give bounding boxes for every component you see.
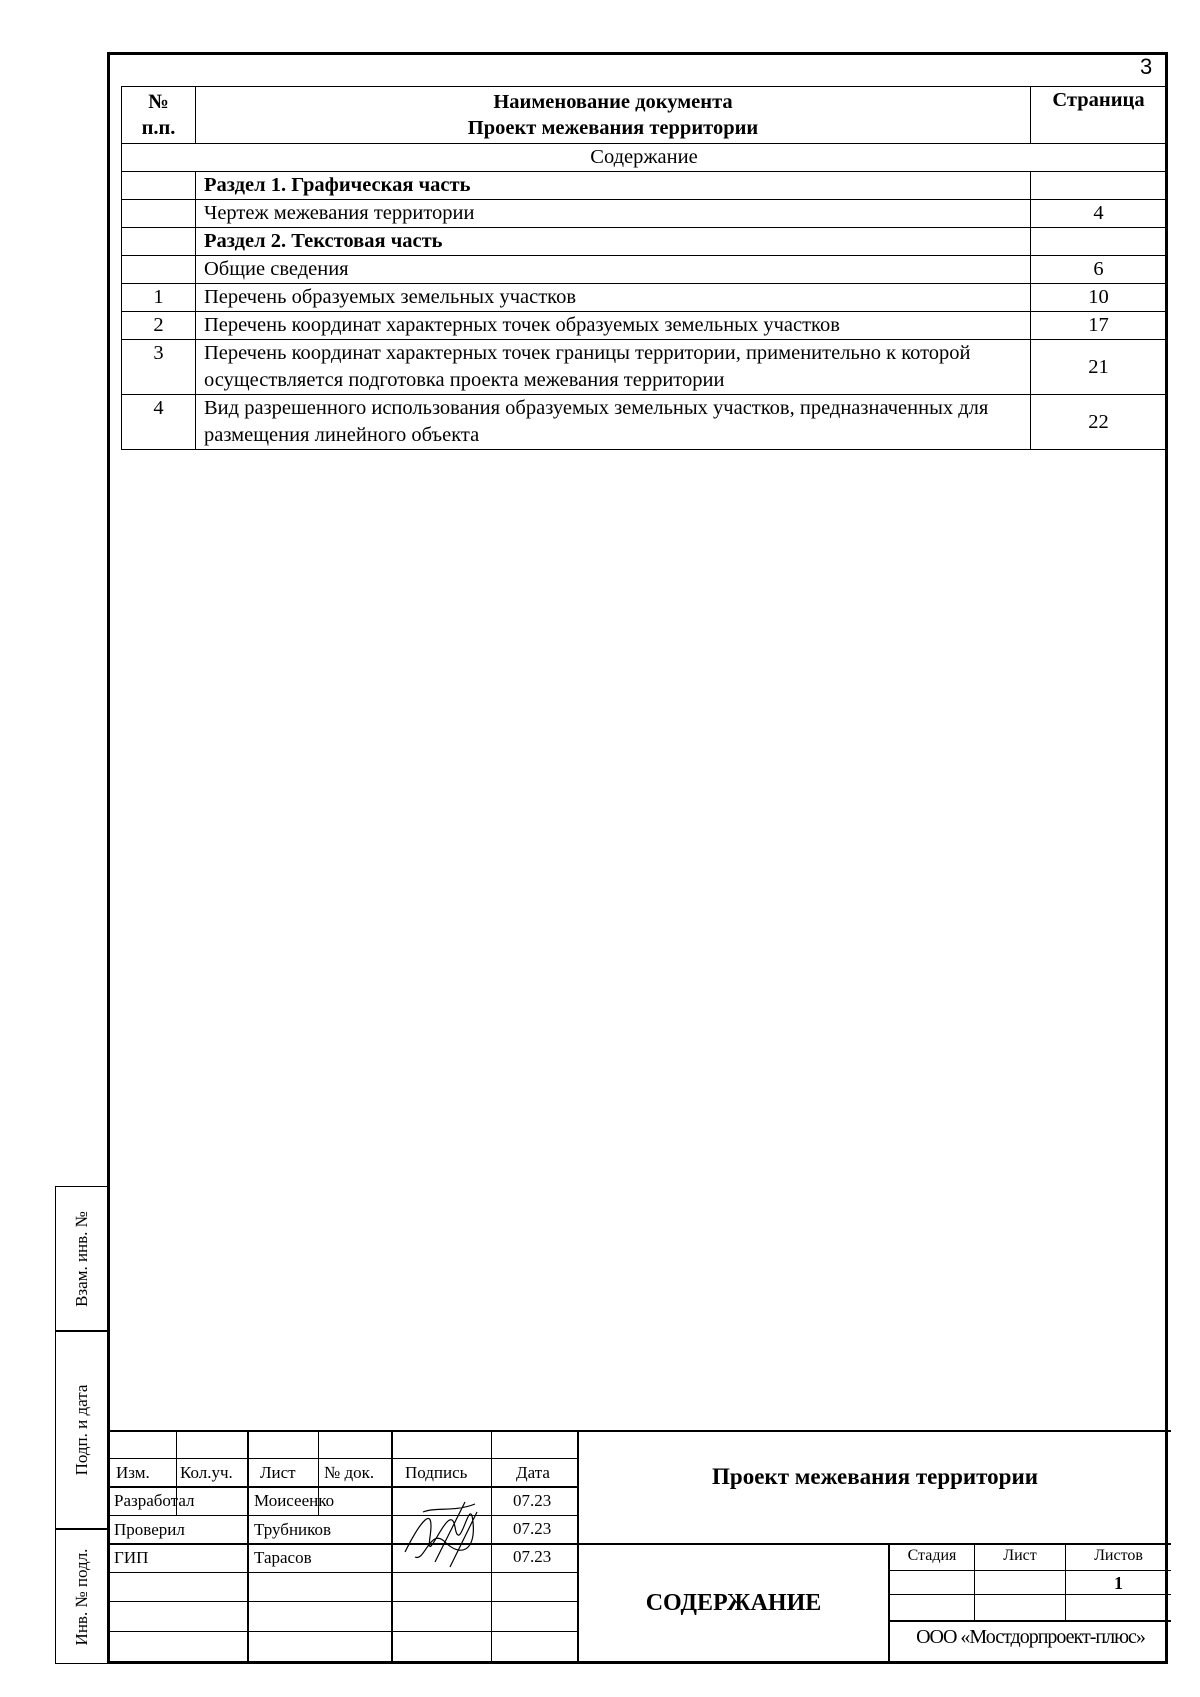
role-developer: Разработал bbox=[114, 1491, 195, 1510]
table-row bbox=[122, 172, 1167, 200]
row-title: Раздел 1. Графическая часть bbox=[196, 172, 1031, 200]
row-title: Общие сведения bbox=[196, 256, 1031, 284]
stamp-inv-label: Инв. № подл. bbox=[71, 1548, 91, 1645]
row-page: 6 bbox=[1031, 256, 1167, 284]
row-page: 22 bbox=[1031, 395, 1167, 450]
col-podpis: Подпись bbox=[405, 1463, 468, 1482]
signature-scribble bbox=[395, 1482, 495, 1572]
table-row bbox=[122, 395, 1167, 450]
role-chief: ГИП bbox=[114, 1548, 149, 1567]
row-number: 1 bbox=[122, 284, 196, 312]
sheets-value: 1 bbox=[1114, 1573, 1123, 1593]
row-title: Вид разрешенного использования образуемых земельных участков, предназначенных для размещения линейного объекта bbox=[196, 395, 1031, 450]
col-doc: № док. bbox=[324, 1463, 375, 1482]
document-title: СОДЕРЖАНИЕ bbox=[645, 1590, 822, 1616]
row-page: 21 bbox=[1031, 340, 1167, 395]
name-developer: Моисеенко bbox=[254, 1491, 335, 1510]
row-number bbox=[122, 256, 196, 284]
table-row bbox=[122, 284, 1167, 312]
project-title: Проект межевания территории bbox=[712, 1464, 1038, 1489]
row-page bbox=[1031, 228, 1167, 256]
col-kol: Кол.уч. bbox=[180, 1463, 233, 1482]
role-checker: Проверил bbox=[114, 1520, 185, 1539]
title-block bbox=[110, 1430, 1171, 1664]
stamp-vzam bbox=[55, 1186, 107, 1331]
row-number bbox=[122, 228, 196, 256]
content-label: Содержание bbox=[122, 144, 1167, 172]
date-checker: 07.23 bbox=[513, 1519, 552, 1538]
content-label-row bbox=[122, 144, 1167, 172]
name-checker: Трубников bbox=[254, 1520, 332, 1539]
row-number bbox=[122, 200, 196, 228]
col-list: Лист bbox=[260, 1463, 296, 1482]
col-data: Дата bbox=[516, 1463, 550, 1482]
header-page: Страница bbox=[1031, 87, 1167, 144]
table-row bbox=[122, 200, 1167, 228]
row-number: 2 bbox=[122, 312, 196, 340]
row-title: Перечень координат характерных точек образуемых земельных участков bbox=[196, 312, 1031, 340]
date-chief: 07.23 bbox=[513, 1547, 552, 1566]
sheets-label: Листов bbox=[1094, 1547, 1143, 1564]
row-page: 4 bbox=[1031, 200, 1167, 228]
row-title: Перечень образуемых земельных участков bbox=[196, 284, 1031, 312]
table-row bbox=[122, 340, 1167, 395]
date-developer: 07.23 bbox=[513, 1491, 552, 1510]
col-izm: Изм. bbox=[116, 1463, 150, 1482]
toc-body bbox=[122, 172, 1167, 450]
organization-name: ООО «Мостдорпроект-плюс» bbox=[916, 1626, 1145, 1648]
stadia-label: Стадия bbox=[907, 1547, 957, 1564]
stamp-inv bbox=[55, 1529, 107, 1664]
table-row bbox=[122, 228, 1167, 256]
row-number: 3 bbox=[122, 340, 196, 395]
row-title: Перечень координат характерных точек границы территории, применительно к которой осуществляется подготовка проекта межевания территории bbox=[196, 340, 1031, 395]
header-name-line2: Проект межевания территории bbox=[467, 117, 759, 139]
sheet-label: Лист bbox=[1003, 1547, 1037, 1564]
header-num: № п.п. bbox=[122, 87, 196, 144]
row-title: Раздел 2. Текстовая часть bbox=[196, 228, 1031, 256]
table-row bbox=[122, 256, 1167, 284]
header-name-line1: Наименование документа bbox=[493, 91, 733, 113]
row-title: Чертеж межевания территории bbox=[196, 200, 1031, 228]
row-number: 4 bbox=[122, 395, 196, 450]
stamp-podp-label: Подп. и дата bbox=[71, 1384, 91, 1476]
page-number: 3 bbox=[1140, 54, 1153, 79]
table-header-row bbox=[122, 87, 1167, 144]
row-number bbox=[122, 172, 196, 200]
stamp-podp bbox=[55, 1331, 107, 1529]
table-row bbox=[122, 312, 1167, 340]
contents-table bbox=[121, 86, 1167, 450]
row-page: 17 bbox=[1031, 312, 1167, 340]
header-name bbox=[196, 87, 1031, 144]
name-chief: Тарасов bbox=[254, 1548, 312, 1567]
stamp-vzam-label: Взам. инв. № bbox=[71, 1210, 91, 1307]
row-page: 10 bbox=[1031, 284, 1167, 312]
row-page bbox=[1031, 172, 1167, 200]
